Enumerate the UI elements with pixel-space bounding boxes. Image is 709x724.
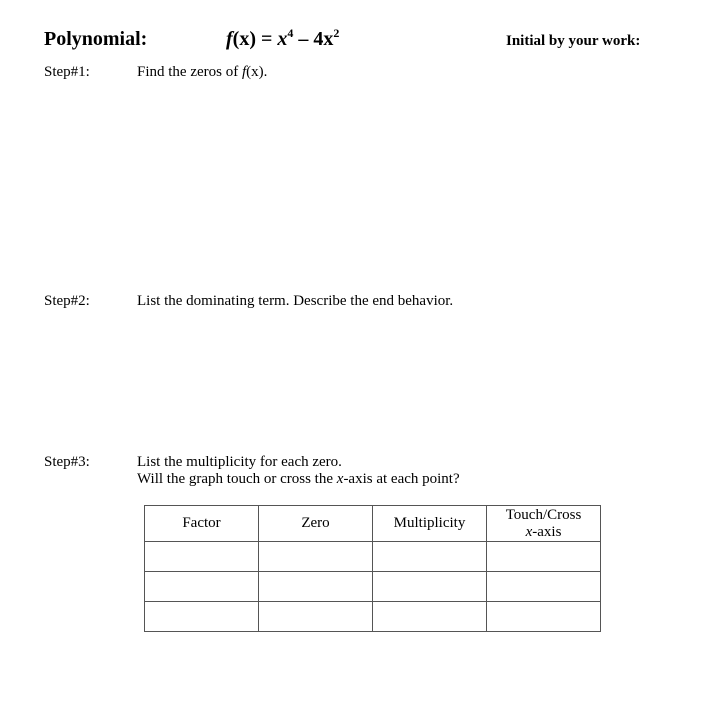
page-title: Polynomial:: [44, 28, 148, 50]
header-factor: Factor: [145, 506, 259, 542]
table-row: [145, 572, 601, 602]
table-cell[interactable]: [373, 602, 487, 632]
step-1-function-arg: (x).: [246, 64, 268, 80]
table-row: [145, 542, 601, 572]
step-1-instruction: [137, 64, 267, 81]
table-cell[interactable]: [487, 572, 601, 602]
formula-argument: (x) =: [232, 28, 278, 50]
table-cell[interactable]: [373, 572, 487, 602]
step-2-label: Step#2:: [44, 293, 90, 309]
table-cell[interactable]: [259, 572, 373, 602]
step-2-instruction: List the dominating term. Describe the end behavior.: [137, 293, 454, 309]
step-1-label: Step#1:: [44, 64, 90, 80]
step-3-instruction-line-2: [137, 471, 460, 488]
multiplicity-table: [144, 505, 601, 632]
formula-term1-exponent: 4: [287, 26, 294, 40]
step-3-instruction-line-1: List the multiplicity for each zero.: [137, 454, 342, 470]
table-cell[interactable]: [145, 602, 259, 632]
table-cell[interactable]: [373, 542, 487, 572]
initial-label: Initial by your work:: [506, 33, 641, 49]
step-3-line-2-rest: -axis at each point?: [343, 471, 460, 487]
table-cell[interactable]: [487, 602, 601, 632]
step-3-line-2-variable: x: [336, 471, 344, 487]
formula-term2-base: x: [323, 28, 334, 50]
table-row: [145, 602, 601, 632]
formula-term2-exponent: 2: [333, 26, 340, 40]
step-3-line-2-text: Will the graph touch or cross the: [137, 471, 334, 487]
header-touch-cross-variable: x: [525, 523, 533, 540]
step-3-label: Step#3:: [44, 454, 90, 470]
formula-term1-base: x: [277, 28, 288, 50]
formula-minus: – 4: [293, 28, 324, 50]
step-1-function: f: [241, 64, 247, 80]
table-header-row: [145, 506, 601, 542]
table-cell[interactable]: [259, 602, 373, 632]
polynomial-formula: [226, 28, 339, 51]
table-cell[interactable]: [259, 542, 373, 572]
header-zero: Zero: [259, 506, 373, 542]
table-cell[interactable]: [145, 542, 259, 572]
table-cell[interactable]: [145, 572, 259, 602]
step-1-text: Find the zeros of: [137, 64, 239, 80]
header-multiplicity: Multiplicity: [373, 506, 487, 542]
header-touch-cross-rest: -axis: [532, 523, 562, 540]
formula-function-name: f: [226, 28, 233, 50]
header-touch-cross: [487, 506, 601, 542]
table-cell[interactable]: [487, 542, 601, 572]
header-touch-cross-line-1: Touch/Cross: [505, 506, 582, 523]
